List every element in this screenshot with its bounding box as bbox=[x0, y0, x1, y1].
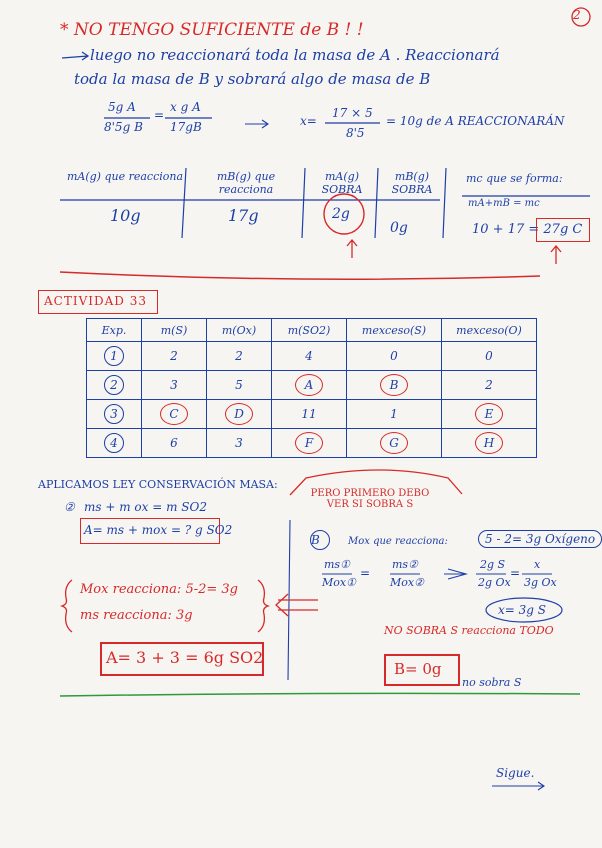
exp-number: 2 bbox=[104, 375, 124, 395]
exp-number: 1 bbox=[104, 346, 124, 366]
table-row bbox=[87, 429, 537, 458]
cell: 2 bbox=[207, 342, 272, 371]
mass-header-5: mc que se forma: bbox=[466, 172, 563, 185]
activity-title: ACTIVIDAD 33 bbox=[44, 294, 147, 308]
mass-value-3: 2g bbox=[332, 206, 350, 222]
x-numerator: 17 × 5 bbox=[332, 106, 373, 120]
table-row bbox=[87, 319, 537, 342]
unknown-cell: H bbox=[475, 432, 503, 454]
unknown-cell: G bbox=[380, 432, 408, 454]
mass-value-1: 10g bbox=[110, 206, 141, 225]
footer-sigue: Sigue. bbox=[496, 766, 535, 780]
ratio2-left-bottom: 2g Ox bbox=[478, 576, 511, 589]
unknown-cell: C bbox=[160, 403, 188, 425]
ratio-right-bottom: Mox② bbox=[390, 576, 424, 589]
mass-subheader: mA+mB = mc bbox=[468, 198, 540, 209]
intro-line-3: toda la masa de B y sobrará algo de masa de B bbox=[74, 70, 431, 88]
prop-left-top: 5g A bbox=[108, 100, 136, 114]
header-mexceso-o: mexceso(O) bbox=[442, 319, 537, 342]
ratio2-left-top: 2g S bbox=[480, 558, 506, 571]
activity-table bbox=[86, 318, 537, 458]
table-row bbox=[87, 400, 537, 429]
cell: 4 bbox=[272, 342, 347, 371]
header-exp: Exp. bbox=[87, 319, 142, 342]
ratio2-right-top: x bbox=[534, 558, 541, 571]
cell: 3 bbox=[207, 429, 272, 458]
x-denominator: 8'5 bbox=[346, 126, 365, 140]
exp-number: 4 bbox=[104, 433, 124, 453]
cell: 2 bbox=[142, 342, 207, 371]
mass-header-1: mA(g) que reacciona bbox=[66, 170, 184, 183]
exp-number: 3 bbox=[104, 404, 124, 424]
intro-line-2: luego no reaccionará toda la masa de A . Reaccionará bbox=[90, 46, 500, 64]
cell: 11 bbox=[272, 400, 347, 429]
x-result-b: x= 3g S bbox=[498, 603, 546, 617]
table-row bbox=[87, 342, 537, 371]
mass-header-2: mB(g) que reacciona bbox=[216, 170, 276, 196]
solution-a-note: PERO PRIMERO DEBO VER SI SOBRA S bbox=[310, 488, 430, 510]
solution-b-label bbox=[310, 530, 330, 550]
notebook-page: 2 * NO TENGO SUFICIENTE de B ! ! luego no reaccionará toda la masa de A . Reaccionará toda la masa de B y sobrará algo de masa de B 5g A 8'5g B = x g A 17gB x= 17 × 5 8'5 = 10g de A REACCIONARÁN mA(g) que reacciona mB(g) que reacciona mA(g) SOBRA mB(g) SOBRA mc que se forma: mA+mB = mc 10g 17g 2g 0g 10 + 17 = 27g C ACTIVIDAD 33 Exp. m(S) m(Ox) m(SO2) mexceso(S) mexceso(O) 1 2 2 4 0 0 2 3 5 A B 2 3 C D 11 1 E 4 6 3 F G H APLICAMOS LEY CONSERVACIÓN MASA: ② ms + m ox = m SO2 A= ms + mox = ? g SO2 PERO PRIMERO DEBO VER SI SOBRA S Mox reacciona: 5-2= 3g ms reacciona: 3g A= 3 + 3 = 6g SO2 B Mox que reacciona: 5 - 2= 3g Oxígeno ms① Mox① = ms② Mox② 2g S 2g Ox = x 3g Ox x= 3g S NO SOBRA S reacciona TODO B= 0g no sobra S Sigue. bbox=[0, 0, 602, 848]
b-circle: B bbox=[310, 530, 330, 550]
cell: 0 bbox=[347, 342, 442, 371]
mass-value-2: 17g bbox=[228, 206, 259, 225]
mass-header-3: mA(g) SOBRA bbox=[321, 170, 363, 196]
solution-a-answer: A= 3 + 3 = 6g SO2 bbox=[106, 648, 264, 667]
mass-value-4: 0g bbox=[390, 220, 408, 236]
cell: 6 bbox=[142, 429, 207, 458]
prop-right-bottom: 17gB bbox=[170, 120, 202, 134]
ratio-left-bottom: Mox① bbox=[322, 576, 356, 589]
solution-a-formula: A= ms + mox = ? g SO2 bbox=[84, 523, 233, 537]
mass-header-4: mB(g) SOBRA bbox=[391, 170, 433, 196]
solution-a-reacts-2: ms reacciona: 3g bbox=[80, 608, 193, 623]
ratio-left-top: ms① bbox=[324, 558, 350, 571]
header-mso2: m(SO2) bbox=[272, 319, 347, 342]
unknown-cell: A bbox=[295, 374, 323, 396]
cell: 3 bbox=[142, 371, 207, 400]
table-row bbox=[87, 371, 537, 400]
solution-a-item: ② bbox=[64, 500, 75, 514]
unknown-cell: B bbox=[380, 374, 408, 396]
solution-b-value: 5 - 2= 3g Oxígeno bbox=[478, 530, 602, 548]
no-sobra-text: NO SOBRA S reacciona TODO bbox=[384, 624, 554, 637]
solution-b-text: Mox que reacciona: bbox=[348, 536, 448, 547]
prop-right-top: x g A bbox=[170, 100, 201, 114]
cell: 0 bbox=[442, 342, 537, 371]
cell: 5 bbox=[207, 371, 272, 400]
mass-value-5: 10 + 17 = 27g C bbox=[472, 222, 583, 237]
ratio2-right-bottom: 3g Ox bbox=[524, 576, 557, 589]
unknown-cell: F bbox=[295, 432, 323, 454]
x-label: x= bbox=[300, 114, 317, 128]
solution-a-reacts-1: Mox reacciona: 5-2= 3g bbox=[80, 582, 238, 597]
x-result: = 10g de A REACCIONARÁN bbox=[386, 114, 565, 128]
solution-a-heading: APLICAMOS LEY CONSERVACIÓN MASA: bbox=[38, 478, 278, 491]
header-mexceso-s: mexceso(S) bbox=[347, 319, 442, 342]
solution-a-equation: ms + m ox = m SO2 bbox=[84, 500, 207, 514]
prop-left-bottom: 8'5g B bbox=[104, 120, 143, 134]
unknown-cell: D bbox=[225, 403, 253, 425]
solution-b-answer-note: no sobra S bbox=[462, 676, 522, 689]
page-number: 2 bbox=[573, 8, 581, 22]
cell: 1 bbox=[347, 400, 442, 429]
unknown-cell: E bbox=[475, 403, 503, 425]
solution-b-answer: B= 0g bbox=[394, 660, 442, 678]
header-ms: m(S) bbox=[142, 319, 207, 342]
cell: 2 bbox=[442, 371, 537, 400]
intro-heading: * NO TENGO SUFICIENTE de B ! ! bbox=[60, 20, 364, 40]
ratio-right-top: ms② bbox=[392, 558, 418, 571]
header-mox: m(Ox) bbox=[207, 319, 272, 342]
